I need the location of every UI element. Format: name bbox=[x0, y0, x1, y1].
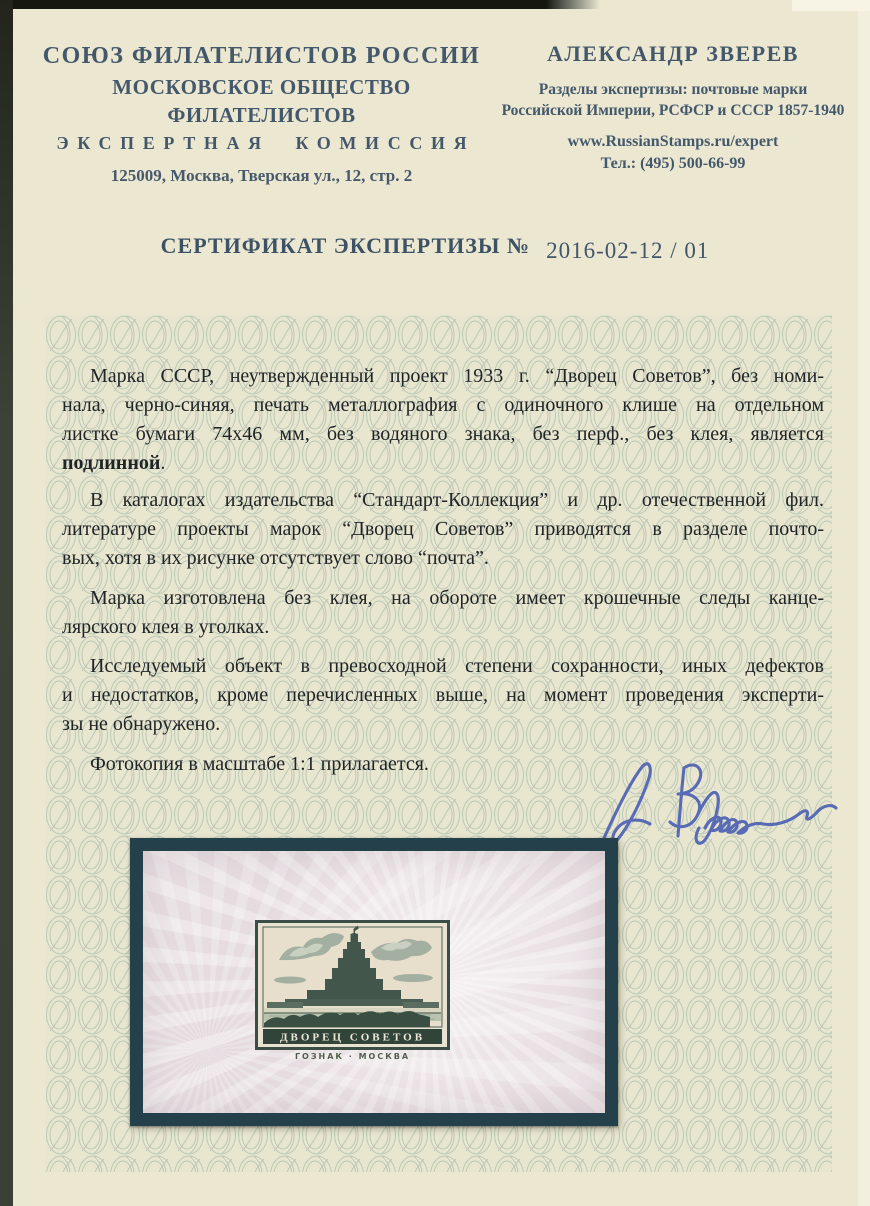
text-line: Марка изготовлена без клея, на обороте имеет крошечные следы канце- bbox=[90, 587, 824, 609]
text-line bbox=[62, 449, 824, 478]
text-line: листке бумаги 74х46 мм, без водяного знака, без перф., без клея, является bbox=[62, 423, 824, 445]
certificate-title: СЕРТИФИКАТ ЭКСПЕРТИЗЫ № bbox=[160, 233, 531, 258]
paragraph-catalogs bbox=[62, 486, 824, 573]
verdict-period: . bbox=[160, 452, 166, 474]
text-line: вых, хотя в их рисунке отсутствует слово “почта”. bbox=[62, 547, 489, 569]
text-line: Фотокопия в масштабе 1:1 прилагается. bbox=[90, 753, 429, 775]
stamp-photo bbox=[130, 838, 618, 1126]
org-name: СОЮЗ ФИЛАТЕЛИСТОВ РОССИИ bbox=[42, 43, 481, 69]
expert-block bbox=[497, 40, 849, 175]
expert-scope-line2: Российской Империи, РСФСР и СССР 1857-1940 bbox=[501, 102, 845, 119]
scan-corner-highlight bbox=[792, 0, 870, 11]
expert-name: АЛЕКСАНДР ЗВЕРЕВ bbox=[547, 41, 799, 66]
text-line: Марка СССР, неутвержденный проект 1933 г. “Дворец Советов”, без номи- bbox=[90, 365, 824, 387]
expert-website: www.RussianStamps.ru/expert bbox=[567, 133, 779, 150]
text-line: зы не обнаружено. bbox=[62, 713, 221, 735]
text-line: В каталогах издательства “Стандарт-Коллекция” и др. отечественной фил. bbox=[90, 489, 824, 511]
paragraph-condition bbox=[62, 652, 824, 739]
certificate-title-row bbox=[0, 233, 870, 263]
stamp-title: ДВОРЕЦ СОВЕТОВ bbox=[279, 1031, 426, 1044]
stamp-imprint: ГОЗНАК · МОСКВА bbox=[294, 1052, 411, 1061]
text-line: лярского клея в уголках. bbox=[62, 616, 270, 638]
photo-paper bbox=[143, 851, 605, 1113]
expert-scope-line1: Разделы экспертизы: почтовые марки bbox=[538, 81, 808, 98]
scan-left-edge bbox=[0, 0, 13, 1206]
signature-autograph bbox=[592, 748, 844, 848]
verdict-word: подлинной bbox=[62, 452, 161, 474]
scan-right-edge bbox=[858, 0, 870, 1206]
org-block bbox=[38, 40, 485, 188]
org-address: 125009, Москва, Тверская ул., 12, стр. 2 bbox=[110, 166, 413, 185]
expert-phone: Тел.: (495) 500-66-99 bbox=[600, 155, 746, 172]
org-society: МОСКОВСКОЕ ОБЩЕСТВО ФИЛАТЕЛИСТОВ bbox=[112, 75, 411, 127]
scan-top-edge bbox=[0, 0, 600, 9]
text-line: нала, черно-синяя, печать металлография с одиночного клише на отдельном bbox=[62, 394, 824, 416]
stamp-image bbox=[255, 920, 450, 1050]
org-commission: ЭКСПЕРТНАЯ КОМИССИЯ bbox=[56, 133, 476, 153]
text-line: Исследуемый объект в превосходной степени сохранности, иных дефектов bbox=[90, 655, 824, 677]
paragraph-authenticity bbox=[62, 362, 824, 478]
paragraph-gum bbox=[62, 584, 824, 642]
certificate-number: 2016-02-12 / 01 bbox=[546, 238, 710, 263]
text-line: литературе проекты марок “Дворец Советов” приводятся в разделе почто- bbox=[62, 518, 824, 540]
text-line: и недостатков, кроме перечисленных выше, на момент проведения эксперти- bbox=[62, 684, 824, 706]
